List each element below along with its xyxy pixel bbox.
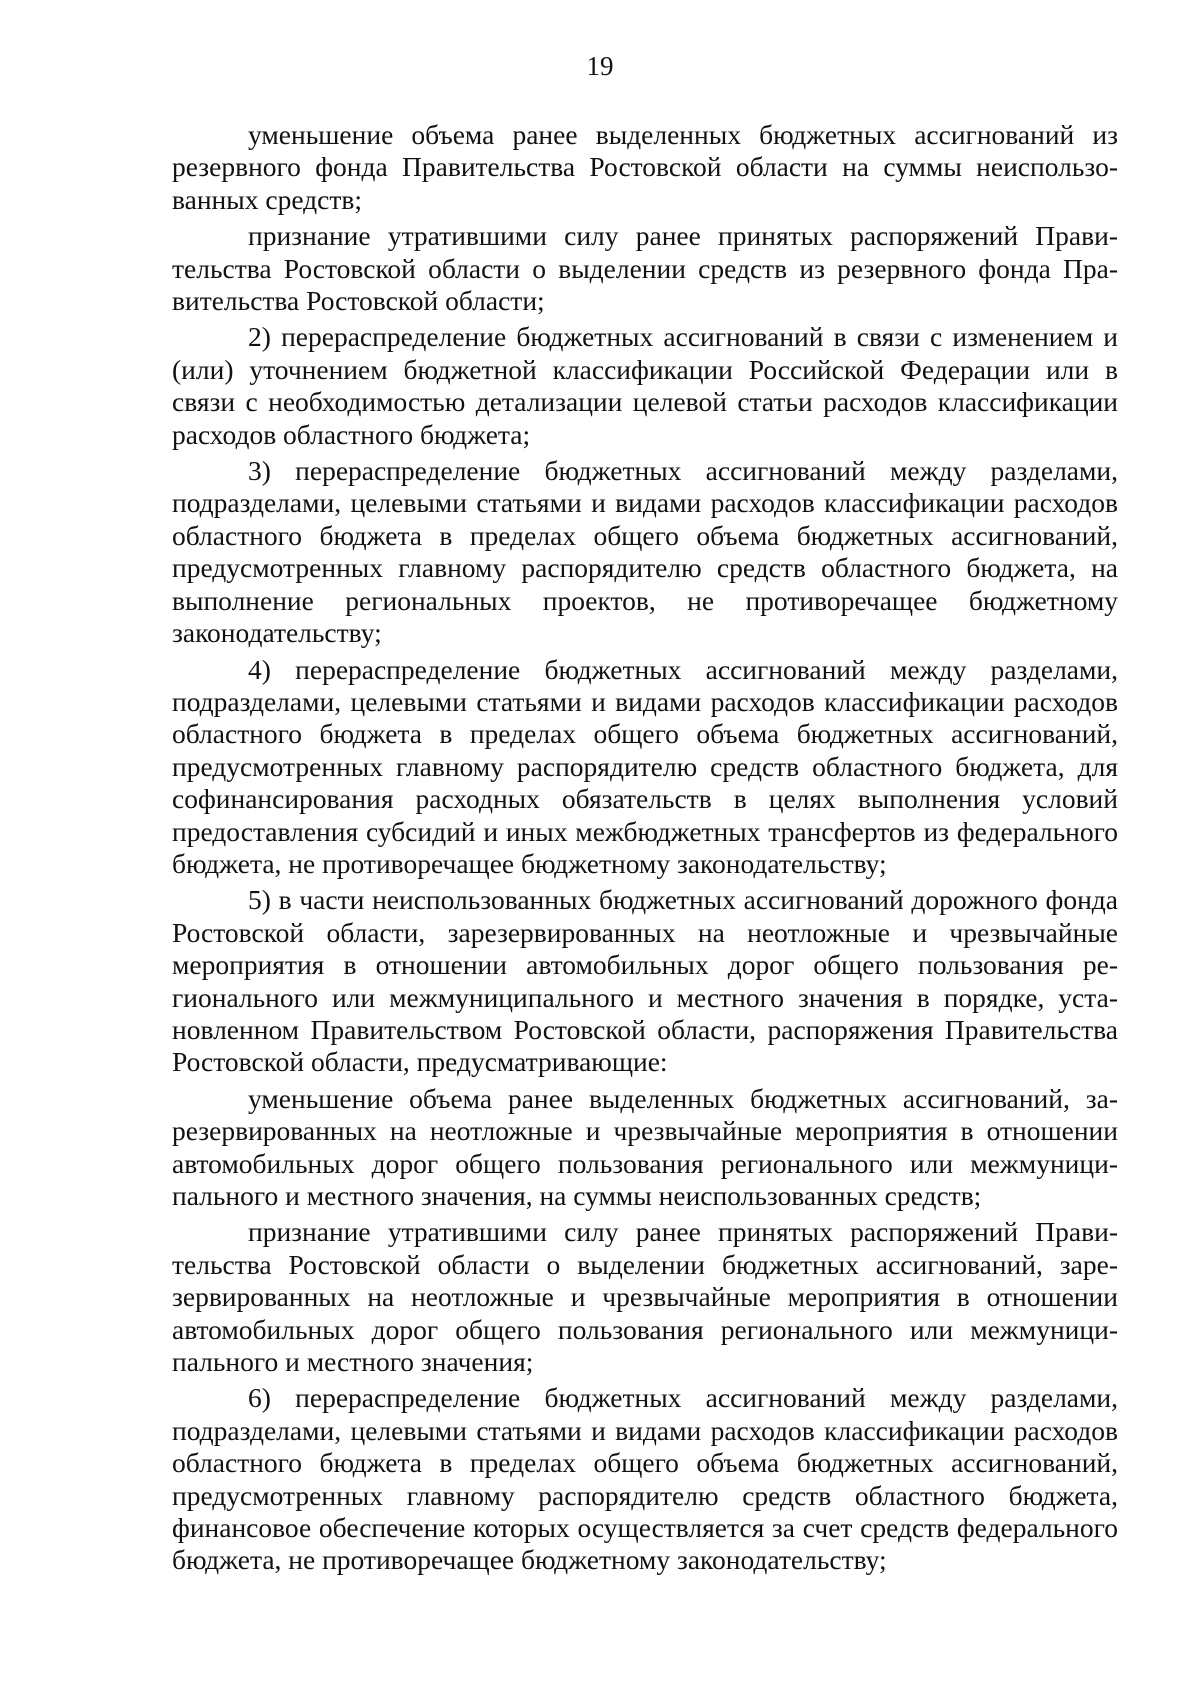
paragraph: 5) в части неиспользованных бюджетных ассигнований дорожного фонда Ростовской области, зарезервированных на неотложные и чрезвычайные мероприятия в отношении автомобильных дорог общего пользования регионального или межмуниципального и местного значения в порядке, установленном Правительством Ростовской области, распоряжения Правительства Ростовской области, предусматривающие: [172,884,1118,1078]
paragraph: 6) перераспределение бюджетных ассигнований между разделами, подразделами, целевыми статьями и видами расходов классификации расходов областного бюджета в пределах общего объема бюджетных ассигнований, предусмотренных главному распорядителю средств областного бюджета, финансовое обеспечение которых осуществляется за счет средств федерального бюджета, не противоречащее бюджетному законодательству; [172,1382,1118,1576]
paragraph: 2) перераспределение бюджетных ассигнований в связи с изменением и (или) уточнением бюджетной классификации Российской Федерации или в связи с необходимостью детализации целевой статьи расходов классификации расходов областного бюджета; [172,321,1118,450]
paragraph: признание утратившими силу ранее принятых распоряжений Правительства Ростовской области о выделении средств из резервного фонда Правительства Ростовской области; [172,220,1118,317]
paragraph: уменьшение объема ранее выделенных бюджетных ассигнований из резервного фонда Правительства Ростовской области на суммы неиспользованных средств; [172,119,1118,215]
paragraph: 3) перераспределение бюджетных ассигнований между разделами, подразделами, целевыми статьями и видами расходов классификации расходов областного бюджета в пределах общего объема бюджетных ассигнований, предусмотренных главному распорядителю средств областного бюджета, на выполнение региональных проектов, не противоречащее бюджетному законодательству; [172,455,1118,649]
paragraph: признание утратившими силу ранее принятых распоряжений Правительства Ростовской области о выделении бюджетных ассигнований, зарезервированных на неотложные и чрезвычайные мероприятия в отношении автомобильных дорог общего пользования регионального или межмуниципального и местного значения; [172,1216,1118,1378]
paragraph: 4) перераспределение бюджетных ассигнований между разделами, подразделами, целевыми статьями и видами расходов классификации расходов областного бюджета в пределах общего объема бюджетных ассигнований, предусмотренных главному распорядителю средств областного бюджета, для софинансирования расходных обязательств в целях выполнения условий предоставления субсидий и иных межбюджетных трансфертов из федерального бюджета, не противоречащее бюджетному законодательству; [172,653,1118,879]
page-number: 19 [586,51,614,81]
document-body [172,119,1118,1581]
paragraph: уменьшение объема ранее выделенных бюджетных ассигнований, зарезервированных на неотложные и чрезвычайные мероприятия в отношении автомобильных дорог общего пользования регионального или межмуниципального и местного значения, на суммы неиспользованных средств; [172,1082,1118,1211]
